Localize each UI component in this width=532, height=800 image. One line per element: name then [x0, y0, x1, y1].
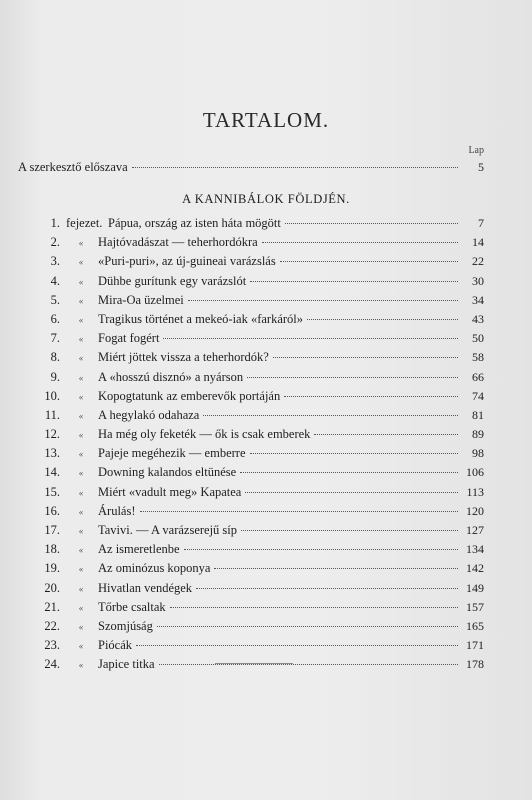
chapter-number: 7. [50, 331, 60, 346]
chapter-title: Japice titka [98, 657, 155, 672]
chapter-number: 23. [44, 638, 60, 653]
foreword-entry [18, 160, 484, 176]
chapter-number: 17. [44, 523, 60, 537]
chapter-number: 13. [44, 446, 60, 461]
chapter-mark: « [78, 660, 84, 671]
chapter-mark: « [78, 621, 84, 632]
chapter-mark: « [78, 564, 84, 575]
toc-row [18, 617, 484, 636]
chapter-mark: « [78, 276, 84, 287]
chapter-page: 171 [466, 638, 484, 653]
chapter-page: 74 [472, 388, 484, 403]
chapter-mark: « [78, 583, 84, 594]
chapter-mark: « [78, 487, 84, 498]
chapter-mark: « [78, 468, 84, 479]
chapter-number: 8. [50, 350, 60, 365]
chapter-title: Pápua, ország az isten háta mögött [108, 216, 281, 230]
chapter-title: Szomjúság [98, 618, 153, 633]
toc-row [18, 425, 484, 444]
toc-row [18, 655, 484, 674]
chapter-number: 4. [50, 273, 60, 288]
table-of-contents [18, 214, 484, 675]
dot-leader [284, 396, 458, 397]
chapter-title: Az ismeretlenbe [98, 542, 180, 557]
chapter-title: Tőrbe csaltak [98, 599, 166, 614]
dot-leader [245, 492, 458, 493]
dot-leader [203, 415, 458, 416]
chapter-title: Hivatlan vendégek [98, 580, 193, 595]
chapter-page: 113 [466, 484, 484, 499]
chapter-title: A hegylakó odahaza [98, 407, 200, 422]
dot-leader [184, 549, 458, 550]
chapter-title: A «hosszú disznó» a nyárson [98, 369, 244, 384]
chapter-number: 24. [44, 657, 60, 672]
toc-row [18, 579, 484, 598]
chapter-page: 134 [466, 542, 484, 557]
chapter-page: 106 [466, 465, 484, 480]
chapter-page: 142 [466, 561, 484, 576]
chapter-number: 22. [44, 618, 60, 633]
dot-leader [250, 281, 458, 282]
toc-row [18, 463, 484, 482]
toc-row [18, 521, 484, 540]
toc-row [18, 368, 484, 387]
chapter-number: 19. [44, 561, 60, 576]
chapter-mark: « [78, 545, 84, 556]
dot-leader [140, 511, 459, 512]
chapter-title: Downing kalandos eltünése [98, 465, 237, 480]
page-column-header: Lap [468, 145, 484, 156]
chapter-title: Hajtóvadászat — teherhordókra [98, 235, 258, 250]
dot-leader [163, 338, 458, 339]
chapter-page: 165 [466, 618, 484, 633]
toc-row [18, 252, 484, 271]
chapter-title: Kopogtatunk az emberevők portáján [98, 388, 281, 403]
chapter-page: 66 [472, 369, 484, 384]
chapter-title: Mira-Oa üzelmei [98, 292, 184, 307]
chapter-title: Ha még oly feketék — ők is csak emberek [98, 427, 311, 442]
dot-leader [159, 664, 458, 665]
chapter-page: 30 [472, 273, 484, 288]
chapter-page: 58 [472, 350, 484, 365]
chapter-number: 11. [44, 407, 60, 422]
section-title: A KANNIBÁLOK FÖLDJÉN. [182, 192, 350, 206]
chapter-mark: « [78, 430, 84, 441]
dot-leader [273, 357, 458, 358]
chapter-mark: « [78, 391, 84, 402]
chapter-page: 120 [466, 503, 484, 518]
chapter-mark: « [78, 353, 84, 364]
chapter-number: 10. [44, 388, 60, 403]
dot-leader [247, 377, 458, 378]
chapter-page: 127 [466, 523, 484, 537]
chapter-title: Dühbe gurítunk egy varázslót [98, 273, 247, 288]
toc-row [18, 540, 484, 559]
chapter-page: 149 [466, 580, 484, 595]
chapter-mark: « [78, 257, 84, 268]
toc-row [18, 636, 484, 655]
chapter-page: 22 [472, 254, 484, 269]
chapter-mark: « [78, 334, 84, 345]
chapter-number: 3. [50, 254, 60, 269]
chapter-number: 16. [44, 503, 60, 518]
toc-row [18, 387, 484, 406]
dot-leader [240, 472, 458, 473]
dot-leader [157, 626, 458, 627]
chapter-page: 178 [466, 657, 484, 672]
chapter-page: 7 [478, 216, 484, 230]
chapter-title: Piócák [98, 638, 133, 653]
foreword-page: 5 [478, 160, 484, 174]
chapter-page: 43 [472, 311, 484, 326]
chapter-title: Árulás! [98, 503, 136, 518]
toc-row [18, 444, 484, 463]
chapter-mark: « [78, 602, 84, 613]
chapter-mark: « [78, 314, 84, 325]
toc-row [18, 502, 484, 521]
chapter-number: 2. [50, 235, 60, 250]
toc-row [18, 233, 484, 252]
chapter-mark: fejezet. [66, 216, 103, 230]
chapter-number: 20. [44, 580, 60, 595]
dot-leader [250, 453, 459, 454]
chapter-mark: « [78, 372, 84, 383]
toc-row [18, 214, 484, 233]
chapter-mark: « [78, 238, 84, 249]
chapter-number: 12. [44, 427, 60, 442]
dot-leader [280, 261, 458, 262]
dot-leader [307, 319, 458, 320]
toc-row [18, 291, 484, 310]
chapter-number: 14. [44, 465, 60, 480]
chapter-number: 21. [44, 599, 60, 614]
dot-leader [188, 300, 458, 301]
chapter-number: 15. [44, 484, 60, 499]
chapter-title: «Puri-puri», az új-guineai varázslás [98, 254, 276, 269]
dot-leader [285, 223, 458, 224]
chapter-mark: « [78, 641, 84, 652]
chapter-title: Miért jöttek vissza a teherhordók? [98, 350, 269, 365]
chapter-mark: « [78, 295, 84, 306]
toc-row [18, 348, 484, 367]
toc-row [18, 598, 484, 617]
chapter-number: 6. [50, 311, 60, 326]
chapter-number: 1. [50, 216, 60, 230]
dot-leader [262, 242, 458, 243]
chapter-number: 9. [50, 369, 60, 384]
toc-row [18, 310, 484, 329]
chapter-mark: « [78, 410, 84, 421]
foreword-label: A szerkesztő előszava [18, 160, 128, 174]
toc-row [18, 272, 484, 291]
dot-leader [136, 645, 458, 646]
chapter-page: 14 [472, 235, 484, 250]
chapter-number: 5. [50, 292, 60, 307]
chapter-mark: « [78, 449, 84, 460]
chapter-number: 18. [44, 542, 60, 557]
chapter-page: 50 [472, 331, 484, 346]
divider [215, 663, 293, 664]
dot-leader [241, 530, 458, 531]
dot-leader [314, 434, 458, 435]
chapter-page: 157 [466, 599, 484, 614]
dot-leader [170, 607, 458, 608]
toc-row [18, 406, 484, 425]
page-title: TARTALOM. [202, 108, 330, 132]
dot-leader [214, 568, 458, 569]
chapter-mark: « [78, 526, 84, 536]
chapter-title: Tavivi. — A varázserejű síp [98, 523, 238, 537]
chapter-title: Tragikus történet a mekeó-iak «farkáról» [98, 311, 304, 326]
chapter-title: Az ominózus koponya [98, 561, 211, 576]
chapter-mark: « [78, 506, 84, 517]
chapter-page: 89 [472, 427, 484, 442]
toc-row [18, 329, 484, 348]
chapter-page: 81 [472, 407, 484, 422]
dot-leader [132, 167, 458, 168]
toc-row [18, 483, 484, 502]
chapter-title: Miért «vadult meg» Kapatea [98, 484, 242, 499]
chapter-title: Fogat fogért [98, 331, 160, 346]
toc-row [18, 559, 484, 578]
chapter-page: 98 [472, 446, 484, 461]
chapter-title: Pajeje megéhezik — emberre [98, 446, 246, 461]
dot-leader [196, 588, 458, 589]
chapter-page: 34 [472, 292, 484, 307]
